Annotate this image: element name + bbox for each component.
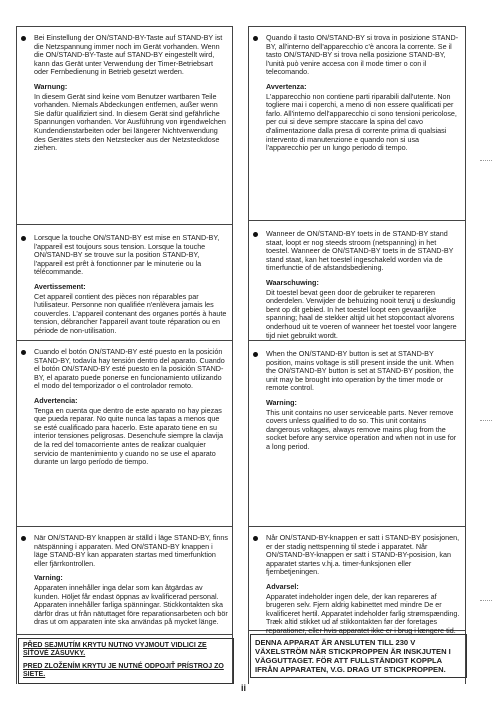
divider — [16, 340, 232, 341]
warning-heading: Varning: — [34, 573, 63, 583]
divider — [248, 26, 465, 27]
bullet-item — [252, 230, 460, 340]
warning-heading: Waarschuwing: — [266, 277, 319, 287]
standby-intro: When the ON/STAND-BY button is set at STAND-BY position, mains voltage is still present inside the unit. When the ON/STAND-BY button is set at STAND-BY position, the unit may be brought into operation by the timer mode or remote control. — [266, 349, 454, 393]
bullet-item — [20, 234, 228, 336]
section-swedish — [20, 534, 228, 627]
warning-heading: Advertencia: — [34, 395, 78, 405]
divider — [248, 340, 465, 341]
slovak-notice: PRED ZLOŽENÍM KRYTU JE NUTNÉ ODPOJIŤ PRÍSTROJ ZO SIETE. — [23, 662, 224, 679]
divider — [16, 224, 232, 225]
mains-notice-text: DENNA APPARAT ÄR ANSLUTEN TILL 230 V VÄXELSTRÖM NÄR STICKPROPPEN ÄR INSKJUTEN I VÄGGUTTAGET. FÖR ATT FULLSTÄNDIGT KOPPLA IFRÅN APPARATEN, V.G. DRAG UT STICKPROPPEN. — [255, 638, 451, 674]
standby-intro: Bei Einstellung der ON/STAND-BY-Taste auf STAND-BY ist die Netzspannung immer noch im Gerät vorhanden. Wenn die ON/STAND-BY-Taste auf STAND-BY eingestellt wird, kann das Gerät unter Verwendung der Timer-Betriebsart oder Fernbedienung in Betrieb gesetzt werden. — [34, 33, 223, 77]
standby-intro: När ON/STAND-BY knappen är ställd i läge STAND-BY, finns nätspänning i apparaten. Med ON/STAND-BY knappen i läge STAND-BY kan apparaten startas med timerfunktion eller fjärrkontrollen. — [34, 533, 229, 568]
section-french — [20, 234, 228, 336]
section-spanish — [20, 348, 228, 467]
right-column-left-border — [248, 26, 249, 684]
bullet-item — [252, 34, 460, 153]
section-dutch — [252, 230, 460, 340]
warning-body: Apparatet indeholder ingen dele, der kan repareres af brugeren selv. Fjern aldrig kabinettet med mindre De er kvalificeret hertil. Apparatet indeholder farlig strømspænding. Træk altid stikket ud af stikkontakten før der foretages reparationer, eller hvis apparatet ikke er i brug i længere tid. — [266, 591, 460, 635]
section-german — [20, 34, 228, 153]
warning-heading: Warnung: — [34, 81, 68, 91]
bullet-item — [20, 534, 228, 627]
margin-mark — [480, 600, 492, 601]
page-number: ii — [241, 683, 247, 693]
standby-intro: Quando il tasto ON/STAND-BY si trova in posizione STAND-BY, all'interno dell'apparecchio c'è ancora la corrente. Se il tasto ON/STAND-BY si trova nella posizione STAND-BY, l'unità può venire accesa con il mode timer o con il telecomando. — [266, 33, 459, 77]
standby-intro: Wanneer de ON/STAND-BY toets in de STAND-BY stand staat, loopt er nog steeds stroom (netspanning) in het toestel. Wanneer de ON/STAND-BY toets in de STAND-BY stand staat, kan het toestel ingeschakeld worden via de timerfunctie of de afstandsbediening. — [266, 229, 454, 273]
section-italian — [252, 34, 460, 153]
bullet-icon — [21, 236, 26, 241]
margin-mark — [480, 420, 492, 421]
warning-heading: Avertissement: — [34, 281, 86, 291]
margin-mark — [480, 160, 492, 161]
divider — [248, 220, 465, 221]
czech-notice: PŘED SEJMUTÍM KRYTU NUTNO VYJMOUT VIDLICI ZE SÍŤOVÉ ZÁSUVKY. — [23, 642, 207, 658]
warning-heading: Avvertenza: — [266, 81, 307, 91]
standby-intro: Når ON/STAND-BY-knappen er satt i STAND-BY posisjonen, er der stadig nettspenning til stede i apparatet. Når ON/STAND-BY-knappen er satt i STAND-BY-posision, kan apparatet startes v.hj.a. timer-funksjonen eller fjernbetjeningen. — [266, 533, 460, 577]
left-column-left-border — [16, 26, 17, 684]
standby-intro: Cuando el botón ON/STAND-BY esté puesto en la posición STAND-BY, todavía hay tensión dentro del aparato. Cuando el botón ON/STAND-BY esté puesto en la posición STAND-BY, el aparato puede ponerse en funcionamiento utilizando el modo del temporizador o el controlador remoto. — [34, 347, 225, 391]
bullet-icon — [253, 232, 258, 237]
bullet-item — [252, 534, 460, 636]
divider — [248, 526, 465, 527]
warning-body: In diesem Gerät sind keine vom Benutzer wartbaren Teile vorhanden. Niemals Abdeckungen entfernen, außer wenn Sie dafür qualifiziert sind. In diesem Gerät sind gefährliche Spannungen vorhanden. Vor Ausführung von irgendwelchen Kundendienstarbeiten oder bei längerer Nichtverwendung des Gerätes stets den Netzstecker aus der Netzsteckdose ziehen. — [34, 91, 226, 153]
bullet-icon — [21, 350, 26, 355]
bullet-item — [20, 348, 228, 467]
warning-body: Apparaten innehåller inga delar som kan åtgärdas av kunden. Höljet får endast öppnas av kvalificerad personal. Apparaten innehåller farliga spänningar. Stickkontakten ska därför dras ut från nätuttaget före reparationsarbeten och bör dras ut om apparaten inte ska användas på mycket länge. — [34, 582, 228, 627]
bullet-icon — [253, 352, 258, 357]
warning-body: Dit toestel bevat geen door de gebruiker te repareren onderdelen. Verwijder de behuizing nooit tenzij u deskundig bent op dit gebied. In het toestel loopt een gevaarlijke spanning; haal de stekker altijd uit het stopcontact alvorens onderhoud uit te voeren of wanneer het toestel voor langere tijd niet gebruikt wordt. — [266, 287, 457, 340]
section-english — [252, 350, 460, 452]
warning-heading: Warning: — [266, 397, 297, 407]
divider — [16, 634, 232, 635]
warning-body: Tenga en cuenta que dentro de este aparato no hay piezas que pueda reparar. No quite nunca las tapas a menos que se esté cualificado para hacerlo. Este aparato tiene en su interior tensiones peligrosas. Desenchufe siempre la clavija de la red del tomacorriente antes de realizar cualquier servicio de mantenimiento y cuando no se use el aparato durante un largo período de tiempo. — [34, 405, 223, 467]
warning-body: L'apparecchio non contiene parti riparabili dall'utente. Non togliere mai i coperchi, a meno di non essere qualificati per farlo. All'interno dell'apparecchio ci sono tensioni pericolose, per cui si deve sempre staccare la spina del cavo d'alimentazione dalla presa di corrente prima di qualsiasi intervento di manutenzione e quando non si usa l'apparecchio per un lungo periodo di tempo. — [266, 91, 457, 153]
bullet-icon — [21, 36, 26, 41]
bullet-item — [20, 34, 228, 153]
warning-body: Cet appareil contient des pièces non réparables par l'utilisateur. Personne non qualifiée n'enlèvera jamais les couvercles. L'appareil contenant des organes portés à haute tension, débrancher l'appareil avant toute réparation ou en période de non-utilisation. — [34, 291, 227, 335]
divider — [16, 26, 232, 27]
warning-body: This unit contains no user serviceable parts. Never remove covers unless qualified to do so. This unit contains dangerous voltages, always remove mains plug from the socket before any service operation and when not in use for a long period. — [266, 407, 457, 451]
bullet-item — [252, 350, 460, 452]
swedish-mains-notice — [250, 634, 467, 678]
right-column-right-border — [465, 26, 466, 684]
standby-intro: Lorsque la touche ON/STAND-BY est mise en STAND-BY, l'appareil est toujours sous tension. Lorsque la touche ON/STAND-BY se trouve sur la position STAND-BY, l'appareil est prêt à fonctionner par le minuterie ou la télécommande. — [34, 233, 220, 277]
bullet-icon — [253, 536, 258, 541]
warning-heading: Advarsel: — [266, 581, 299, 591]
left-column-right-border — [232, 26, 233, 684]
divider — [16, 526, 232, 527]
czech-slovak-notice — [18, 638, 234, 684]
section-norwegian — [252, 534, 460, 636]
bullet-icon — [21, 536, 26, 541]
bullet-icon — [253, 36, 258, 41]
